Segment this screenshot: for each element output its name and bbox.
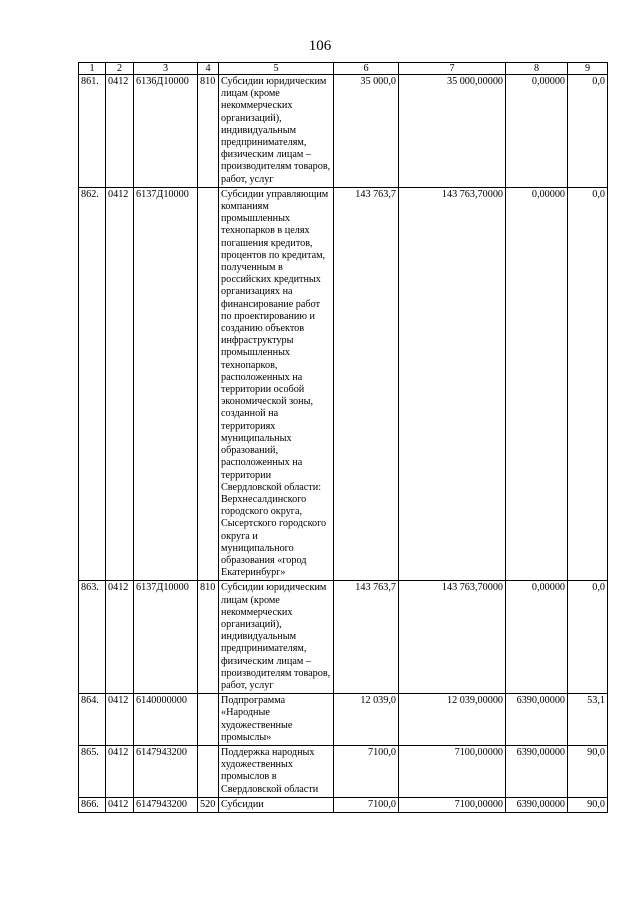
value-col-6: 35 000,0: [334, 75, 399, 188]
row-number: 864.: [79, 694, 106, 746]
value-col-8: 6390,00000: [506, 797, 568, 812]
target-code: 6147943200: [134, 745, 198, 797]
expense-type: 810: [198, 581, 219, 694]
col-header-2: 2: [106, 63, 134, 75]
value-col-7: 143 763,70000: [399, 187, 506, 581]
table-row: [79, 745, 608, 797]
expense-type: [198, 745, 219, 797]
value-col-6: 143 763,7: [334, 581, 399, 694]
table-row: [79, 187, 608, 581]
value-col-9: 0,0: [568, 75, 608, 188]
row-number: 863.: [79, 581, 106, 694]
item-name: Поддержка народных художественных промыслов в Свердловской области: [219, 745, 334, 797]
value-col-9: 90,0: [568, 797, 608, 812]
budget-table: [78, 62, 608, 813]
value-col-9: 0,0: [568, 581, 608, 694]
item-name: Субсидии: [219, 797, 334, 812]
col-header-4: 4: [198, 63, 219, 75]
col-header-8: 8: [506, 63, 568, 75]
value-col-8: 0,00000: [506, 75, 568, 188]
row-number: 865.: [79, 745, 106, 797]
value-col-8: 0,00000: [506, 581, 568, 694]
section-code: 0412: [106, 694, 134, 746]
expense-type: 520: [198, 797, 219, 812]
section-code: 0412: [106, 581, 134, 694]
value-col-8: 6390,00000: [506, 694, 568, 746]
value-col-9: 53,1: [568, 694, 608, 746]
header-row: [79, 63, 608, 75]
col-header-1: 1: [79, 63, 106, 75]
target-code: 6137Д10000: [134, 581, 198, 694]
page-number: 106: [308, 38, 332, 54]
item-name: Субсидии юридическим лицам (кроме некоммерческих организаций), индивидуальным предпринимателям, физическим лицам – производителям товаров, работ, услуг: [219, 75, 334, 188]
value-col-9: 0,0: [568, 187, 608, 581]
value-col-7: 7100,00000: [399, 797, 506, 812]
col-header-6: 6: [334, 63, 399, 75]
expense-type: [198, 694, 219, 746]
table-row: [79, 581, 608, 694]
col-header-7: 7: [399, 63, 506, 75]
expense-type: [198, 187, 219, 581]
section-code: 0412: [106, 75, 134, 188]
target-code: 6136Д10000: [134, 75, 198, 188]
item-name: Субсидии юридическим лицам (кроме некоммерческих организаций), индивидуальным предпринимателям, физическим лицам – производителям товаров, работ, услуг: [219, 581, 334, 694]
value-col-7: 143 763,70000: [399, 581, 506, 694]
target-code: 6140000000: [134, 694, 198, 746]
expense-type: 810: [198, 75, 219, 188]
target-code: 6137Д10000: [134, 187, 198, 581]
table-row: [79, 694, 608, 746]
row-number: 862.: [79, 187, 106, 581]
row-number: 866.: [79, 797, 106, 812]
value-col-6: 143 763,7: [334, 187, 399, 581]
col-header-5: 5: [219, 63, 334, 75]
target-code: 6147943200: [134, 797, 198, 812]
table-row: [79, 75, 608, 188]
section-code: 0412: [106, 745, 134, 797]
item-name: Субсидии управляющим компаниям промышленных технопарков в целях погашения кредитов, процентов по кредитам, полученным в российских кредитных организациях на финансирование работ по проектированию и созданию объектов инфраструктуры промышленных технопарков, расположенных на территории особой экономической зоны, созданной на территориях муниципальных образований, расположенных на территории Свердловской области: Верхнесалдинского городского округа, Сысертского городского округа и муниципального образования «город Екатеринбург»: [219, 187, 334, 581]
value-col-9: 90,0: [568, 745, 608, 797]
value-col-6: 12 039,0: [334, 694, 399, 746]
value-col-7: 7100,00000: [399, 745, 506, 797]
value-col-8: 6390,00000: [506, 745, 568, 797]
table-row: [79, 797, 608, 812]
row-number: 861.: [79, 75, 106, 188]
col-header-3: 3: [134, 63, 198, 75]
item-name: Подпрограмма «Народные художественные промыслы»: [219, 694, 334, 746]
section-code: 0412: [106, 187, 134, 581]
value-col-6: 7100,0: [334, 745, 399, 797]
value-col-7: 12 039,00000: [399, 694, 506, 746]
value-col-8: 0,00000: [506, 187, 568, 581]
value-col-6: 7100,0: [334, 797, 399, 812]
section-code: 0412: [106, 797, 134, 812]
value-col-7: 35 000,00000: [399, 75, 506, 188]
col-header-9: 9: [568, 63, 608, 75]
